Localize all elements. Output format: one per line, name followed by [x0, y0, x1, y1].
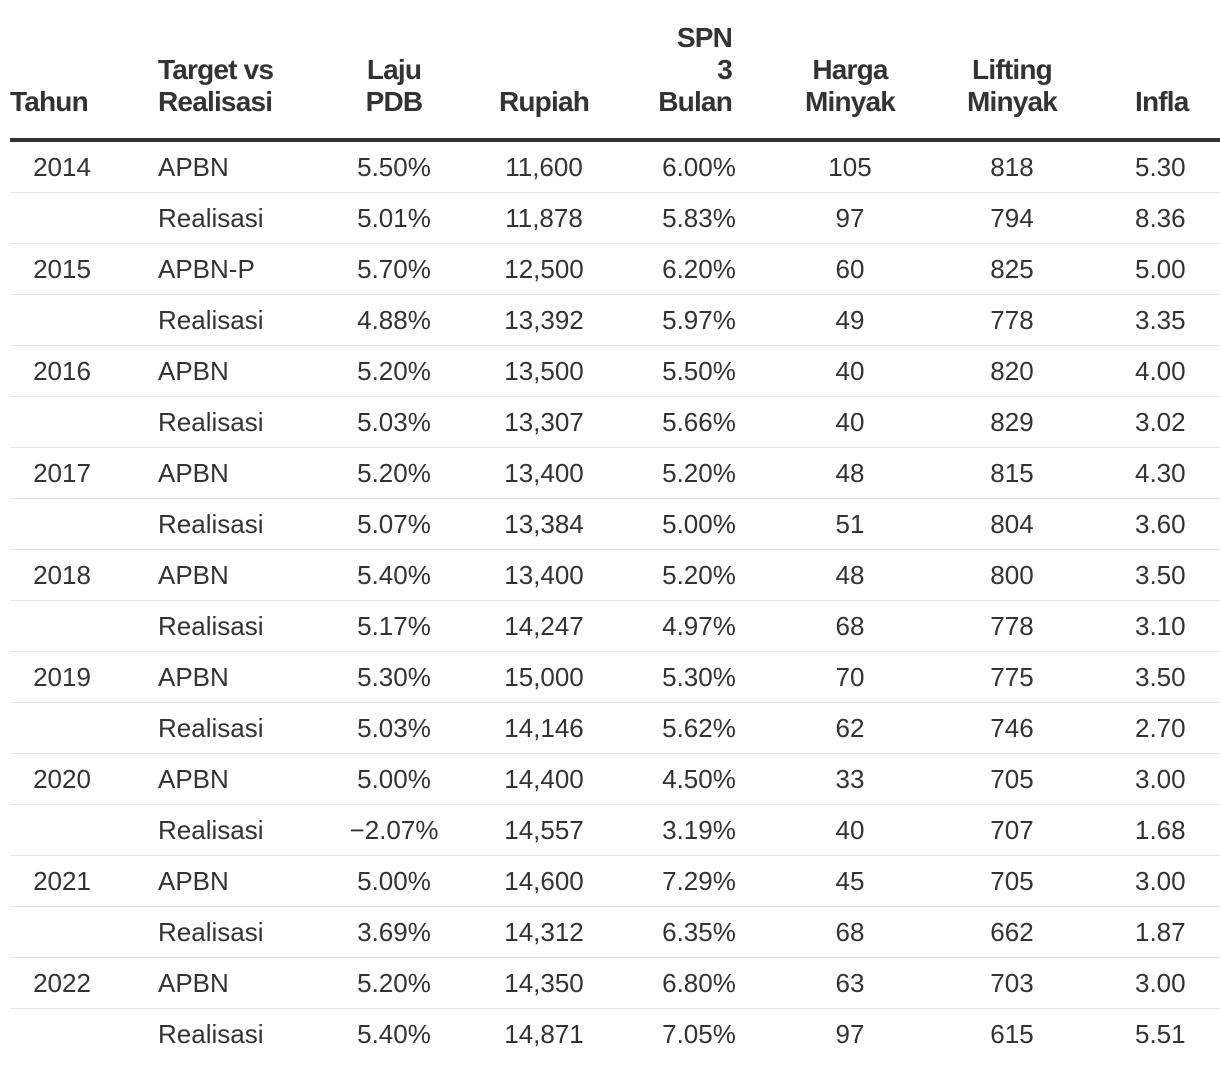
table-row [10, 805, 1220, 856]
cell-pdb: 5.17% [330, 601, 458, 652]
cell-pdb: 5.20% [330, 448, 458, 499]
cell-tahun [10, 703, 158, 754]
cell-rupiah: 13,400 [458, 448, 630, 499]
cell-lifting: 775 [932, 652, 1092, 703]
cell-rupiah: 14,350 [458, 958, 630, 1009]
cell-harga: 40 [768, 397, 932, 448]
cell-inflasi: 5.51 [1135, 1018, 1186, 1049]
cell-rupiah: 14,600 [458, 856, 630, 907]
cell-target: APBN [158, 958, 330, 1009]
cell-rupiah: 14,146 [458, 703, 630, 754]
cell-lifting: 778 [932, 295, 1092, 346]
cell-tahun [10, 1009, 158, 1060]
cell-rupiah: 13,384 [458, 499, 630, 550]
cell-spn: 7.29% [630, 856, 768, 907]
cell-harga: 68 [768, 601, 932, 652]
cell-lifting: 804 [932, 499, 1092, 550]
cell-spn: 5.00% [630, 499, 768, 550]
cell-harga: 51 [768, 499, 932, 550]
cell-target: APBN [158, 448, 330, 499]
cell-pdb: 3.69% [330, 907, 458, 958]
cell-lifting: 818 [932, 140, 1092, 193]
header-line: Tahun [10, 86, 88, 117]
header-laju-pdb [330, 0, 458, 140]
header-line: Target vs [158, 54, 274, 85]
table-row [10, 601, 1220, 652]
table-row [10, 244, 1220, 295]
cell-lifting: 703 [932, 958, 1092, 1009]
cell-target: Realisasi [158, 703, 330, 754]
cell-tahun: 2019 [10, 652, 158, 703]
cell-pdb: 5.40% [357, 1018, 431, 1049]
header-line: Minyak [804, 86, 896, 117]
cell-lifting: 746 [932, 703, 1092, 754]
cell-inflasi: 4.30 [1092, 448, 1220, 499]
header-line: Harga [812, 54, 888, 85]
cell-spn: 3.19% [630, 805, 768, 856]
cell-spn: 5.30% [630, 652, 768, 703]
cell-inflasi: 1.68 [1092, 805, 1220, 856]
header-line: SPN [676, 22, 732, 53]
cell-inflasi: 3.00 [1092, 754, 1220, 805]
cell-tahun: 2015 [10, 244, 158, 295]
table-row [10, 550, 1220, 601]
table-row [10, 856, 1220, 907]
cell-rupiah: 13,400 [458, 550, 630, 601]
cell-harga: 70 [768, 652, 932, 703]
cell-inflasi: 3.02 [1092, 397, 1220, 448]
cell-tahun: 2018 [10, 550, 158, 601]
table-row [10, 652, 1220, 703]
header-row [10, 0, 1220, 140]
cell-target: APBN [158, 754, 330, 805]
cell-spn: 6.35% [630, 907, 768, 958]
cell-tahun [10, 907, 158, 958]
cell-tahun [10, 805, 158, 856]
cell-tahun: 2017 [10, 448, 158, 499]
cell-pdb: 5.40% [330, 550, 458, 601]
cell-target: APBN-P [158, 244, 330, 295]
cell-tahun [10, 193, 158, 244]
cell-inflasi: 2.70 [1092, 703, 1220, 754]
cell-spn: 4.97% [630, 601, 768, 652]
header-line: Realisasi [158, 86, 273, 117]
cell-inflasi: 5.30 [1092, 140, 1220, 193]
cell-rupiah: 13,307 [458, 397, 630, 448]
cell-target: Realisasi [158, 601, 330, 652]
cell-target: Realisasi [158, 499, 330, 550]
cell-target: APBN [158, 346, 330, 397]
cell-tahun [10, 499, 158, 550]
cell-rupiah: 13,500 [458, 346, 630, 397]
cell-target: APBN [158, 140, 330, 193]
cell-spn: 6.00% [630, 140, 768, 193]
cell-lifting: 820 [932, 346, 1092, 397]
cell-lifting: 778 [932, 601, 1092, 652]
header-harga-minyak [768, 0, 932, 140]
cell-pdb: 5.30% [330, 652, 458, 703]
cell-pdb: 5.20% [330, 958, 458, 1009]
cell-harga: 40 [768, 346, 932, 397]
cell-inflasi: 3.35 [1092, 295, 1220, 346]
cell-spn: 4.50% [630, 754, 768, 805]
cell-spn: 5.50% [630, 346, 768, 397]
header-tahun [10, 0, 158, 140]
cell-inflasi: 4.00 [1092, 346, 1220, 397]
cell-inflasi: 3.50 [1092, 550, 1220, 601]
cell-tahun: 2021 [10, 856, 158, 907]
cell-spn: 6.80% [630, 958, 768, 1009]
cell-harga: 105 [768, 140, 932, 193]
cell-rupiah: 14,871 [504, 1018, 584, 1049]
cell-target: Realisasi [158, 805, 330, 856]
cell-pdb: 5.20% [330, 346, 458, 397]
cell-tahun [10, 601, 158, 652]
cell-pdb: 5.07% [330, 499, 458, 550]
cell-pdb: 5.70% [330, 244, 458, 295]
table-row [10, 907, 1220, 958]
cell-harga: 48 [768, 448, 932, 499]
cell-tahun [10, 295, 158, 346]
cell-target: Realisasi [158, 193, 330, 244]
cell-lifting: 829 [932, 397, 1092, 448]
cell-target: APBN [158, 652, 330, 703]
cell-rupiah: 11,600 [458, 140, 630, 193]
cell-rupiah: 14,557 [458, 805, 630, 856]
cell-tahun: 2022 [10, 958, 158, 1009]
cell-harga: 48 [768, 550, 932, 601]
cell-harga: 33 [768, 754, 932, 805]
header-spn [630, 0, 768, 140]
header-rupiah [458, 0, 630, 140]
table-row [10, 397, 1220, 448]
cell-tahun: 2020 [10, 754, 158, 805]
cell-spn: 5.62% [630, 703, 768, 754]
cell-pdb: 4.88% [330, 295, 458, 346]
header-inflasi [1092, 0, 1220, 140]
header-line: PDB [365, 86, 423, 117]
cell-lifting: 615 [990, 1018, 1034, 1049]
cell-rupiah: 11,878 [458, 193, 630, 244]
cell-inflasi: 5.00 [1092, 244, 1220, 295]
header-line: Rupiah [498, 86, 590, 117]
cell-rupiah: 14,312 [458, 907, 630, 958]
cell-harga: 62 [768, 703, 932, 754]
cell-spn: 5.97% [630, 295, 768, 346]
cell-target: APBN [158, 550, 330, 601]
table-row [10, 1009, 1220, 1060]
cell-spn: 5.66% [630, 397, 768, 448]
cell-rupiah: 12,500 [458, 244, 630, 295]
header-line: Bulan [658, 86, 732, 117]
cell-harga: 68 [768, 907, 932, 958]
header-target [158, 0, 330, 140]
cell-tahun: 2014 [10, 140, 158, 193]
cell-harga: 97 [768, 193, 932, 244]
table-row [10, 754, 1220, 805]
cell-inflasi: 1.87 [1092, 907, 1220, 958]
table-row [10, 499, 1220, 550]
macro-assumptions-table [10, 0, 1220, 1059]
table-row [10, 140, 1220, 193]
cell-lifting: 800 [932, 550, 1092, 601]
cell-lifting: 815 [932, 448, 1092, 499]
table-container [10, 0, 1220, 1070]
cell-lifting: 705 [932, 754, 1092, 805]
cell-rupiah: 15,000 [458, 652, 630, 703]
cell-pdb: 5.01% [330, 193, 458, 244]
cell-inflasi: 3.10 [1092, 601, 1220, 652]
cell-harga: 45 [768, 856, 932, 907]
header-line: Minyak [966, 86, 1058, 117]
cell-spn: 5.20% [630, 550, 768, 601]
cell-lifting: 794 [932, 193, 1092, 244]
cell-pdb: 5.03% [330, 397, 458, 448]
cell-pdb: 5.00% [330, 754, 458, 805]
cell-spn: 5.20% [630, 448, 768, 499]
cell-lifting: 705 [932, 856, 1092, 907]
table-body [10, 140, 1220, 1059]
cell-lifting: 825 [932, 244, 1092, 295]
table-row [10, 703, 1220, 754]
header-line: Laju [366, 54, 422, 85]
cell-inflasi: 8.36 [1092, 193, 1220, 244]
cell-rupiah: 14,247 [458, 601, 630, 652]
cell-rupiah: 13,392 [458, 295, 630, 346]
cell-harga: 40 [768, 805, 932, 856]
cell-target: Realisasi [158, 907, 330, 958]
cell-target: Realisasi [158, 397, 330, 448]
table-row [10, 448, 1220, 499]
cell-lifting: 662 [932, 907, 1092, 958]
cell-target: Realisasi [158, 295, 330, 346]
cell-pdb: 5.00% [330, 856, 458, 907]
cell-inflasi: 3.00 [1092, 958, 1220, 1009]
cell-inflasi: 3.60 [1092, 499, 1220, 550]
cell-spn: 7.05% [662, 1018, 736, 1049]
cell-pdb: −2.07% [330, 805, 458, 856]
header-lifting-minyak [932, 0, 1092, 140]
cell-pdb: 5.50% [330, 140, 458, 193]
cell-spn: 5.83% [630, 193, 768, 244]
table-row [10, 958, 1220, 1009]
table-row [10, 193, 1220, 244]
cell-rupiah: 14,400 [458, 754, 630, 805]
cell-tahun: 2016 [10, 346, 158, 397]
header-line: Lifting [972, 54, 1052, 85]
header-line: 3 [717, 54, 732, 85]
cell-inflasi: 3.00 [1092, 856, 1220, 907]
cell-harga: 49 [768, 295, 932, 346]
table-row [10, 346, 1220, 397]
cell-harga: 63 [768, 958, 932, 1009]
cell-pdb: 5.03% [330, 703, 458, 754]
cell-harga: 97 [835, 1018, 865, 1049]
cell-inflasi: 3.50 [1092, 652, 1220, 703]
table-row [10, 295, 1220, 346]
cell-spn: 6.20% [630, 244, 768, 295]
cell-tahun [10, 397, 158, 448]
cell-lifting: 707 [932, 805, 1092, 856]
header-line: Infla [1135, 86, 1189, 117]
cell-target: Realisasi [158, 1018, 264, 1049]
cell-target: APBN [158, 856, 330, 907]
cell-harga: 60 [768, 244, 932, 295]
